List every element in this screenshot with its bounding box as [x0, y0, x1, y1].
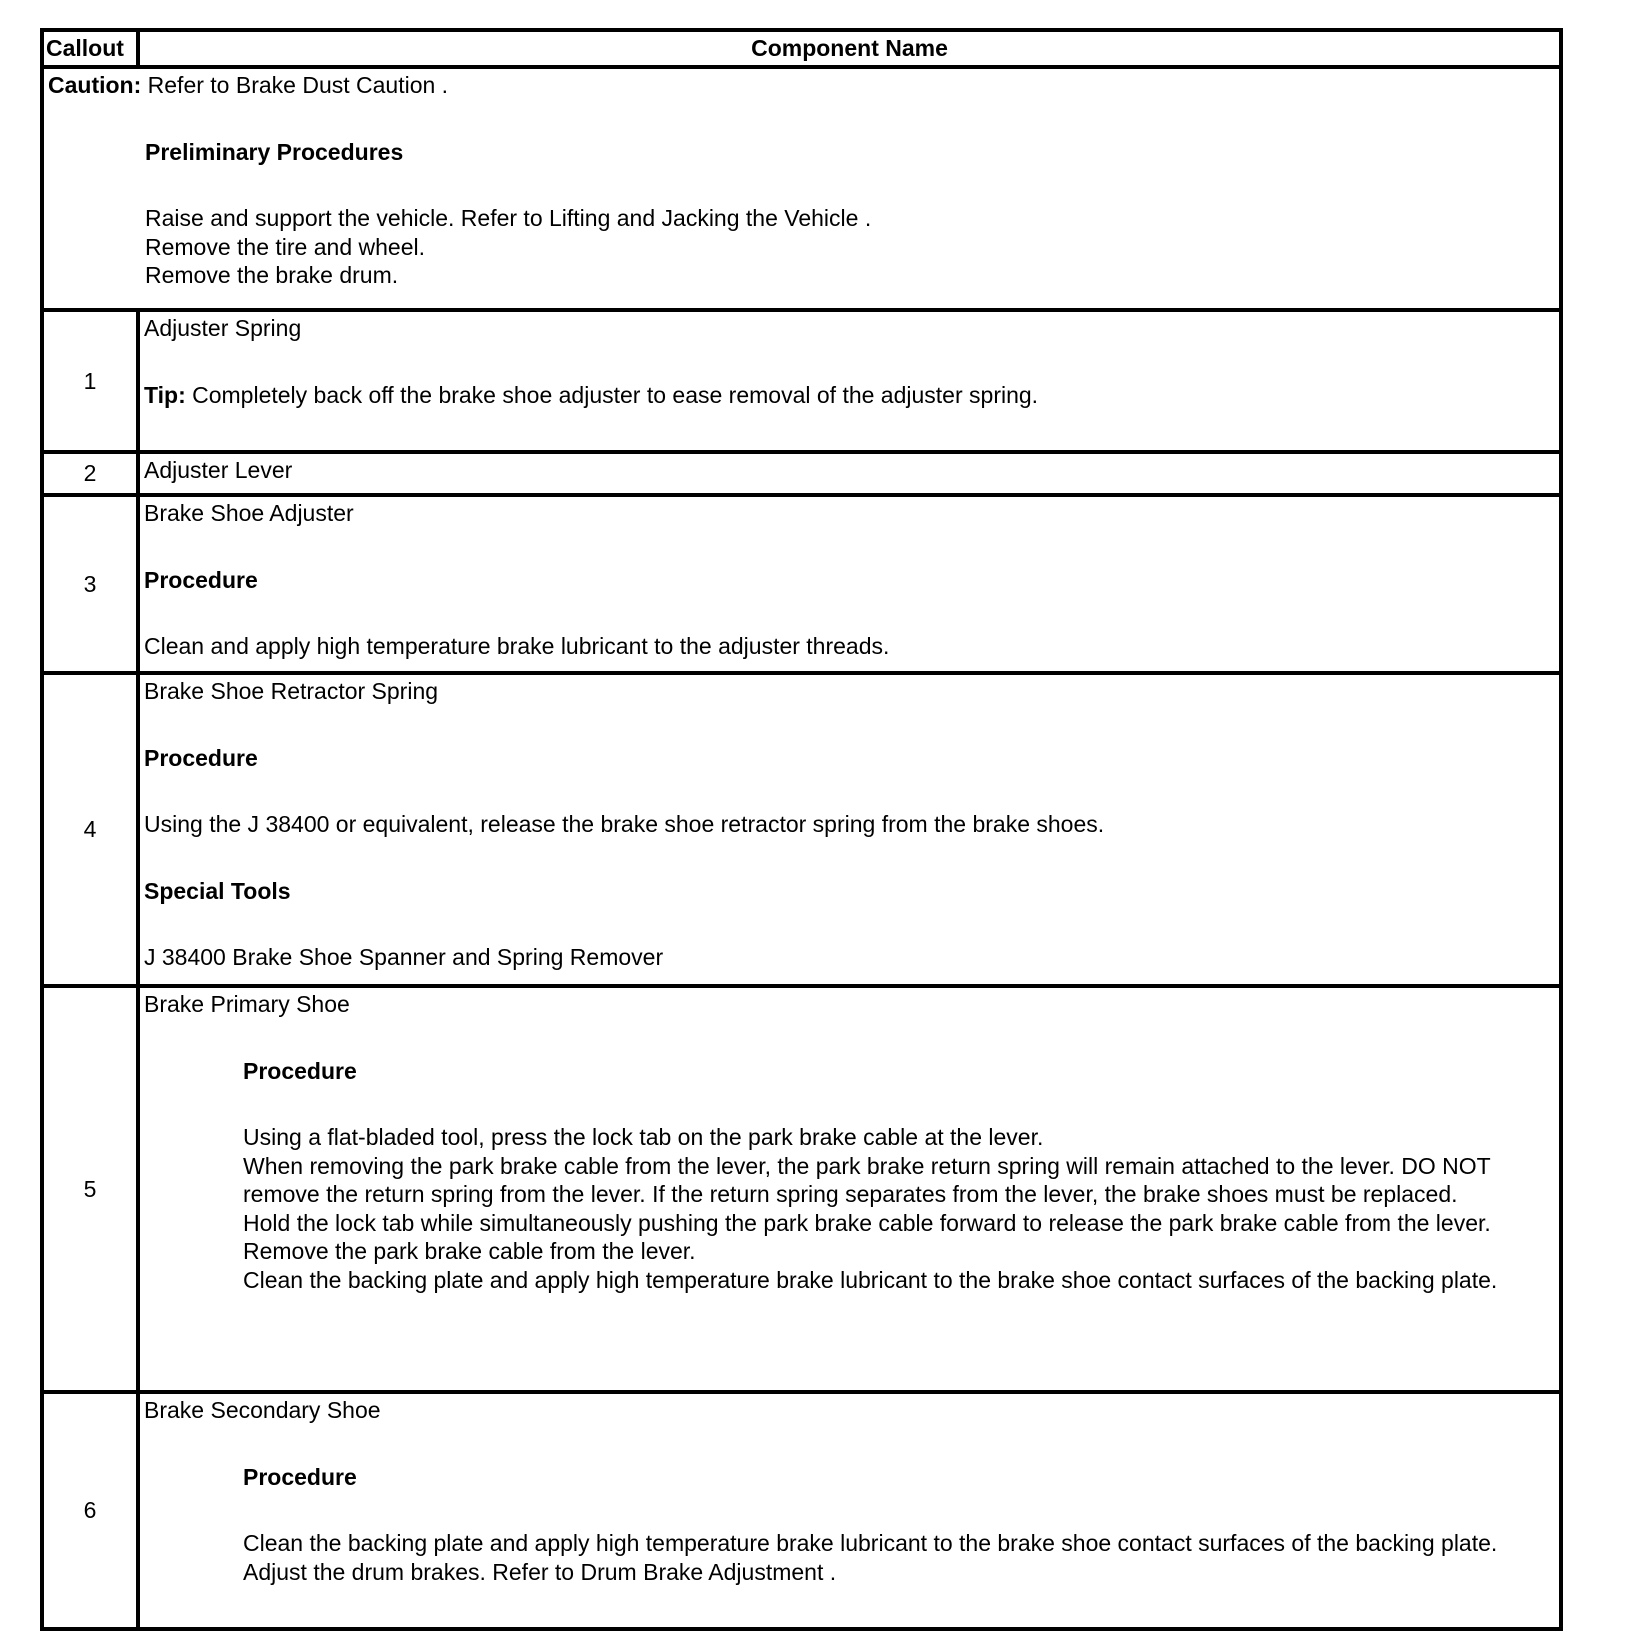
callout-number: 2	[42, 452, 138, 495]
tip-label: Tip:	[144, 381, 186, 408]
procedure-step: Clean the backing plate and apply high temperature brake lubricant to the brake shoe contact surfaces of the backing plate.	[243, 1266, 1498, 1293]
callout-number: 6	[42, 1392, 138, 1629]
procedure-step: Clean the backing plate and apply high temperature brake lubricant to the brake shoe contact surfaces of the backing plate.	[243, 1530, 1498, 1556]
caution-line	[48, 71, 1555, 100]
preliminary-step: Raise and support the vehicle. Refer to Lifting and Jacking the Vehicle .	[145, 205, 872, 231]
callout-number: 3	[42, 495, 138, 673]
component-name: Adjuster Lever	[144, 457, 293, 483]
component-name: Adjuster Spring	[144, 315, 302, 341]
component-name: Brake Primary Shoe	[144, 991, 350, 1017]
caution-text: Refer to Brake Dust Caution .	[141, 72, 449, 98]
procedure-text: Using the J 38400 or equivalent, release the brake shoe retractor spring from the brake shoes.	[144, 811, 1105, 837]
table-row	[42, 1392, 1561, 1629]
table-header-row	[42, 30, 1561, 67]
callout-number: 4	[42, 673, 138, 986]
procedure-step: Using a flat-bladed tool, press the lock tab on the park brake cable at the lever.	[243, 1124, 1044, 1150]
preliminary-block	[48, 138, 1555, 290]
component-cell	[138, 986, 1561, 1392]
procedure-step: Adjust the drum brakes. Refer to Drum Brake Adjustment .	[243, 1558, 837, 1585]
procedure-heading: Procedure	[243, 1057, 357, 1084]
preliminary-step: Remove the brake drum.	[145, 262, 399, 288]
component-cell	[138, 310, 1561, 452]
table-row	[42, 673, 1561, 986]
callout-header: Callout	[42, 30, 138, 67]
table-row	[42, 452, 1561, 495]
procedure-step: Hold the lock tab while simultaneously pushing the park brake cable forward to release the park brake cable from the lever.	[243, 1209, 1491, 1236]
tip-text: Completely back off the brake shoe adjuster to ease removal of the adjuster spring.	[185, 381, 1039, 408]
component-name-header: Component Name	[138, 30, 1561, 67]
component-name: Brake Secondary Shoe	[144, 1397, 381, 1423]
callout-number: 5	[42, 986, 138, 1392]
component-name: Brake Shoe Adjuster	[144, 500, 354, 526]
caution-row	[42, 67, 1561, 310]
procedure-block	[144, 1057, 1555, 1295]
caution-cell	[42, 67, 1561, 310]
procedure-heading: Procedure	[144, 566, 258, 593]
procedure-step: Remove the park brake cable from the lever.	[243, 1238, 696, 1264]
procedure-text: Clean and apply high temperature brake lubricant to the adjuster threads.	[144, 633, 890, 659]
component-table	[40, 28, 1563, 1631]
special-tools-heading: Special Tools	[144, 877, 291, 904]
component-cell	[138, 673, 1561, 986]
procedure-heading: Procedure	[243, 1463, 357, 1490]
preliminary-step: Remove the tire and wheel.	[145, 233, 425, 260]
component-cell	[138, 495, 1561, 673]
table-row	[42, 986, 1561, 1392]
callout-number: 1	[42, 310, 138, 452]
special-tools-text: J 38400 Brake Shoe Spanner and Spring Remover	[144, 944, 664, 970]
procedure-block	[144, 1463, 1555, 1587]
procedure-heading: Procedure	[144, 744, 258, 771]
caution-label: Caution:	[48, 72, 142, 98]
procedure-step: When removing the park brake cable from the lever, the park brake return spring will remain attached to the lever. DO NOT remove the return spring from the lever. If the return spring separates from the lever, the brake shoes must be replaced.	[243, 1152, 1491, 1207]
component-name: Brake Shoe Retractor Spring	[144, 678, 439, 704]
component-cell	[138, 452, 1561, 495]
table-row	[42, 495, 1561, 673]
component-cell	[138, 1392, 1561, 1629]
table-row	[42, 310, 1561, 452]
tip-line	[144, 381, 1555, 410]
preliminary-heading: Preliminary Procedures	[145, 138, 404, 165]
